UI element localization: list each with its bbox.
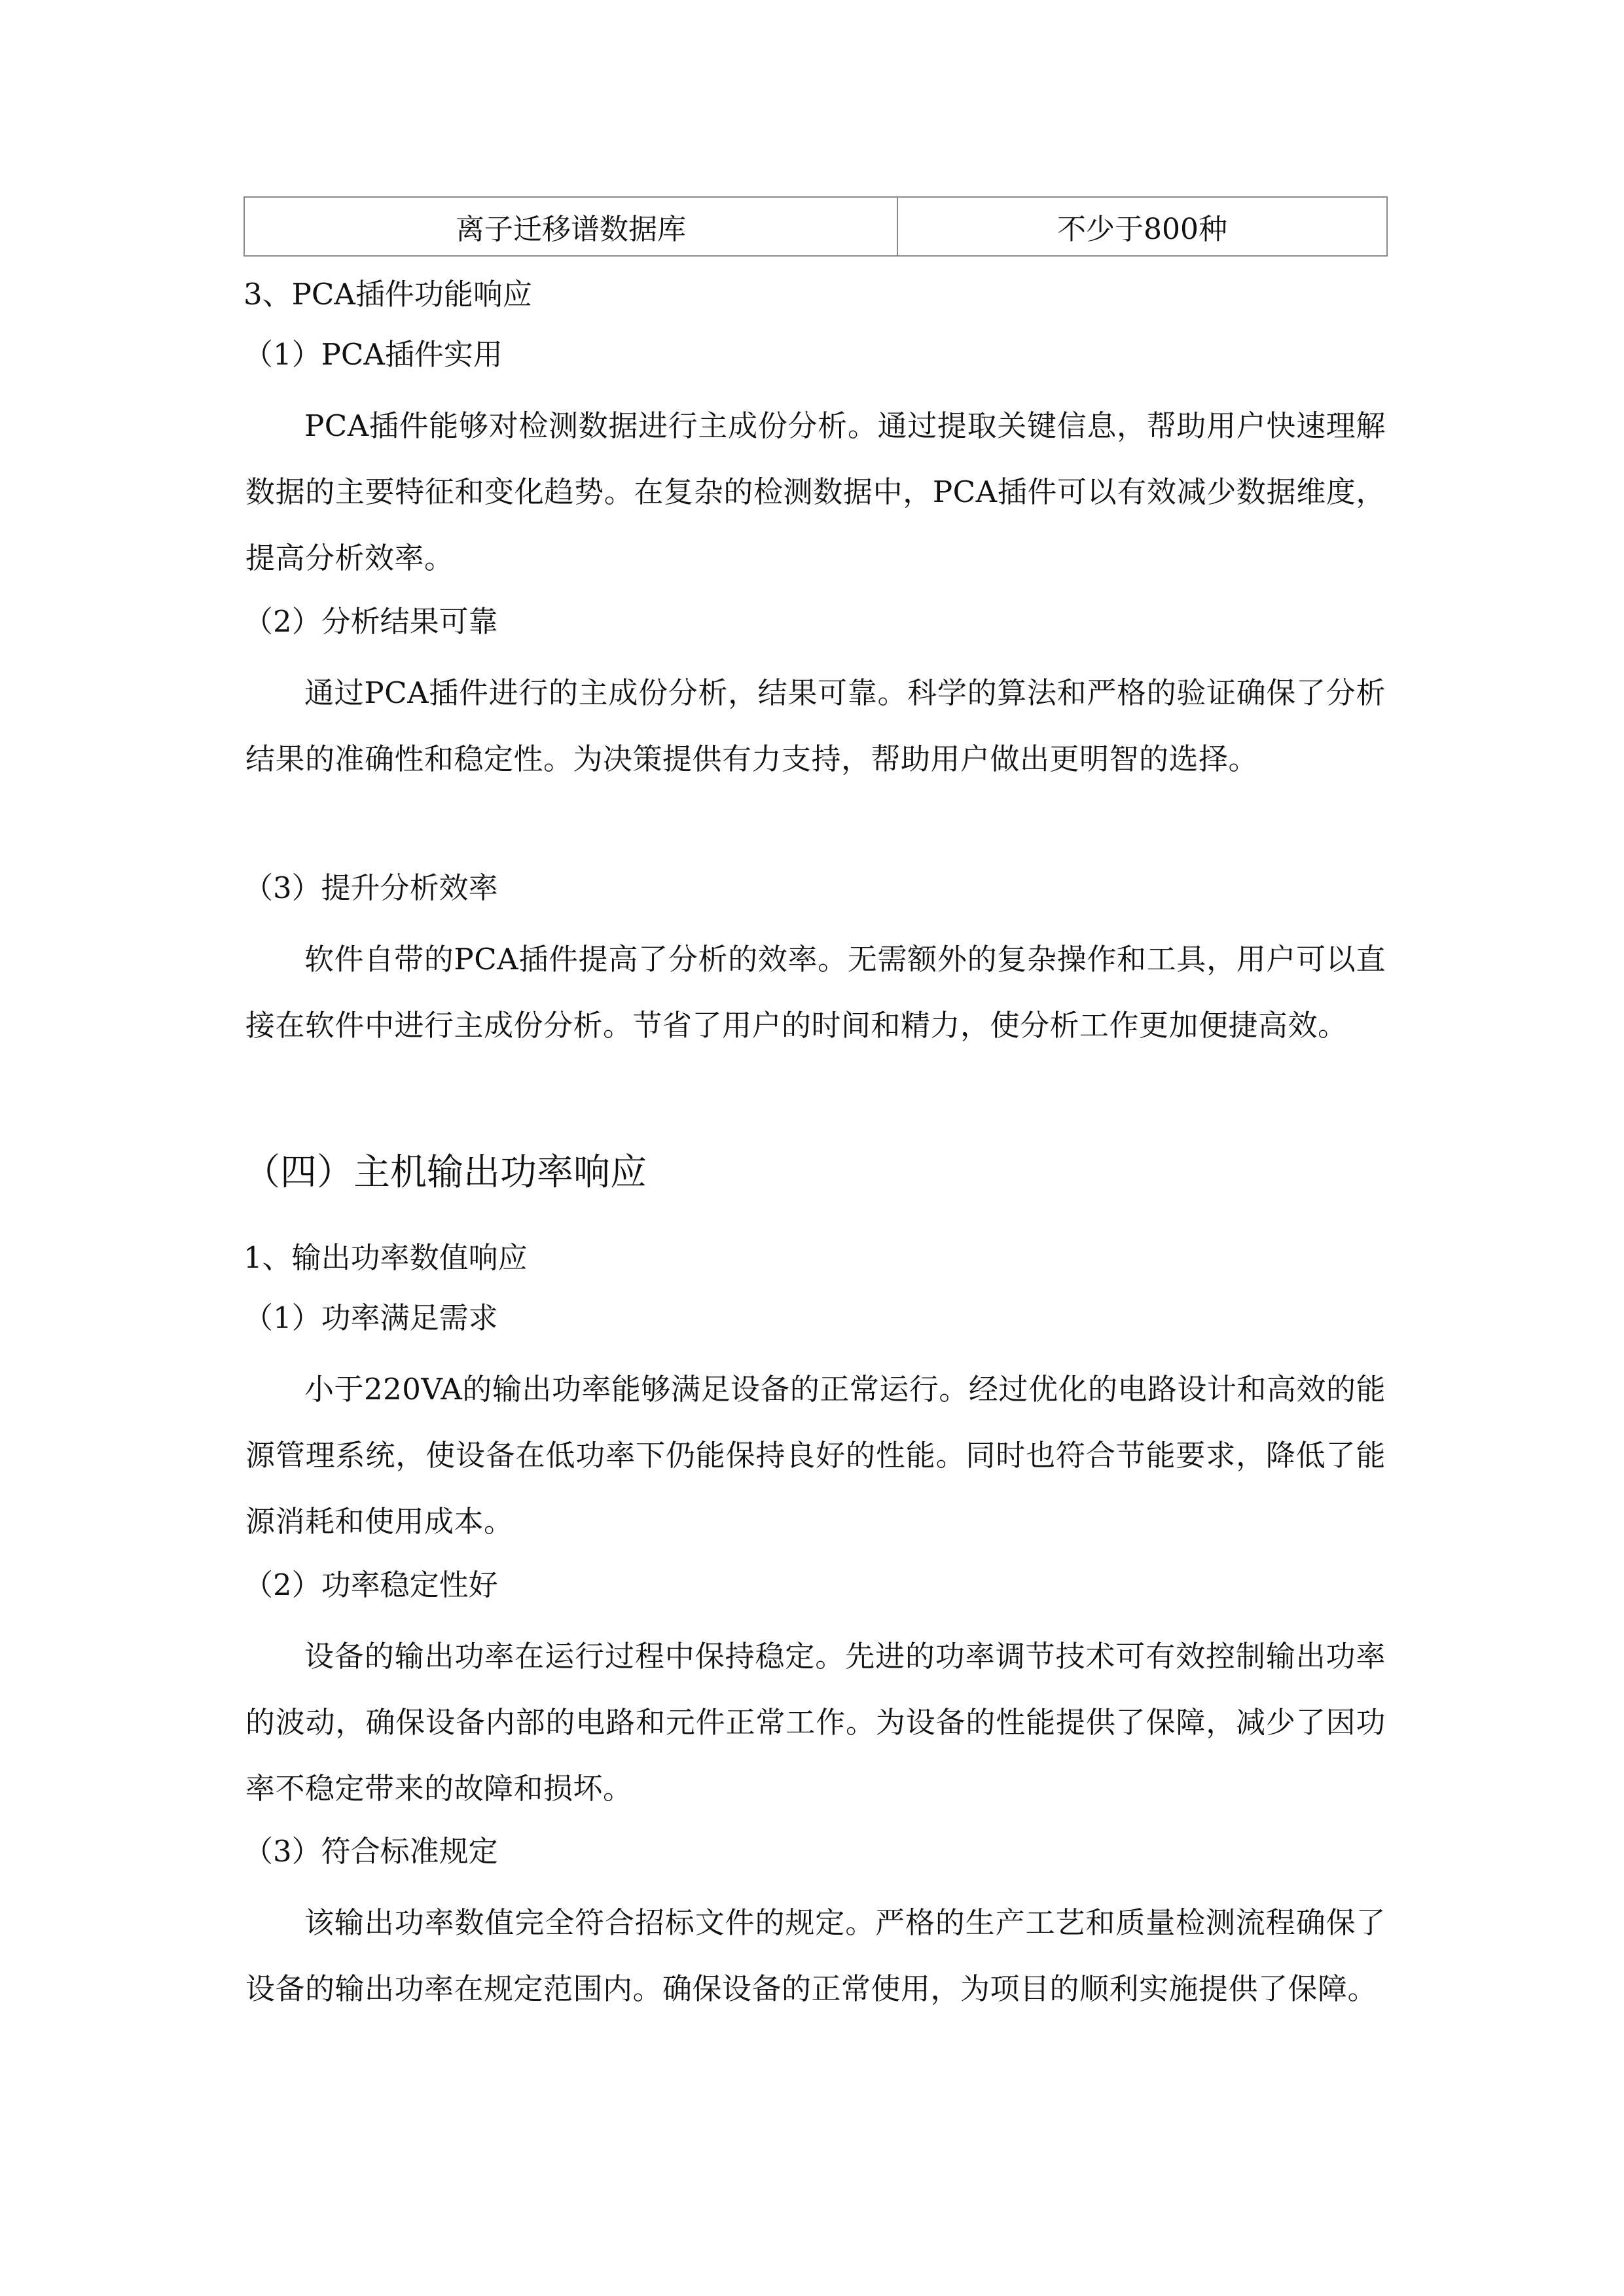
subheading-reliable-results: （2）分析结果可靠 [244, 604, 498, 639]
paragraph-power-stability: 设备的输出功率在运行过程中保持稳定。先进的功率调节技术可有效控制输出功率的波动，确保设备内部的电路和元件正常工作。为设备的性能提供了保障，减少了因功率不稳定带来的故障和损坏。 [245, 1639, 1386, 1806]
subheading-efficiency: （3）提升分析效率 [244, 870, 498, 905]
subheading-power-meets-demand: （1）功率满足需求 [244, 1300, 498, 1335]
paragraph-power-meets-demand: 小于220VA的输出功率能够满足设备的正常运行。经过优化的电路设计和高效的能源管理系统，使设备在低功率下仍能保持良好的性能。同时也符合节能要求，降低了能源消耗和使用成本。 [245, 1372, 1386, 1539]
subheading-standard-compliance: （3）符合标准规定 [244, 1834, 498, 1869]
spec-table [244, 196, 1388, 257]
paragraph-reliable-results: 通过PCA插件进行的主成份分析，结果可靠。科学的算法和严格的验证确保了分析结果的准确性和稳定性。为决策提供有力支持，帮助用户做出更明智的选择。 [245, 675, 1386, 776]
chapter-heading-power: （四）主机输出功率响应 [244, 1151, 647, 1194]
paragraph-efficiency: 软件自带的PCA插件提高了分析的效率。无需额外的复杂操作和工具，用户可以直接在软件中进行主成份分析。节省了用户的时间和精力，使分析工作更加便捷高效。 [245, 942, 1386, 1043]
subheading-power-stability: （2）功率稳定性好 [244, 1568, 498, 1602]
table-cell-item: 离子迁移谱数据库 [244, 197, 897, 256]
table-cell-value: 不少于800种 [897, 197, 1387, 256]
section-heading-pca: 3、PCA插件功能响应 [244, 277, 532, 312]
table-row [244, 197, 1387, 256]
paragraph-pca-practical: PCA插件能够对检测数据进行主成份分析。通过提取关键信息，帮助用户快速理解数据的主要特征和变化趋势。在复杂的检测数据中，PCA插件可以有效减少数据维度，提高分析效率。 [245, 408, 1386, 575]
section-heading-power-value: 1、输出功率数值响应 [244, 1240, 528, 1275]
paragraph-standard-compliance: 该输出功率数值完全符合招标文件的规定。严格的生产工艺和质量检测流程确保了设备的输出功率在规定范围内。确保设备的正常使用，为项目的顺利实施提供了保障。 [245, 1905, 1386, 2006]
subheading-pca-practical: （1）PCA插件实用 [244, 337, 503, 372]
